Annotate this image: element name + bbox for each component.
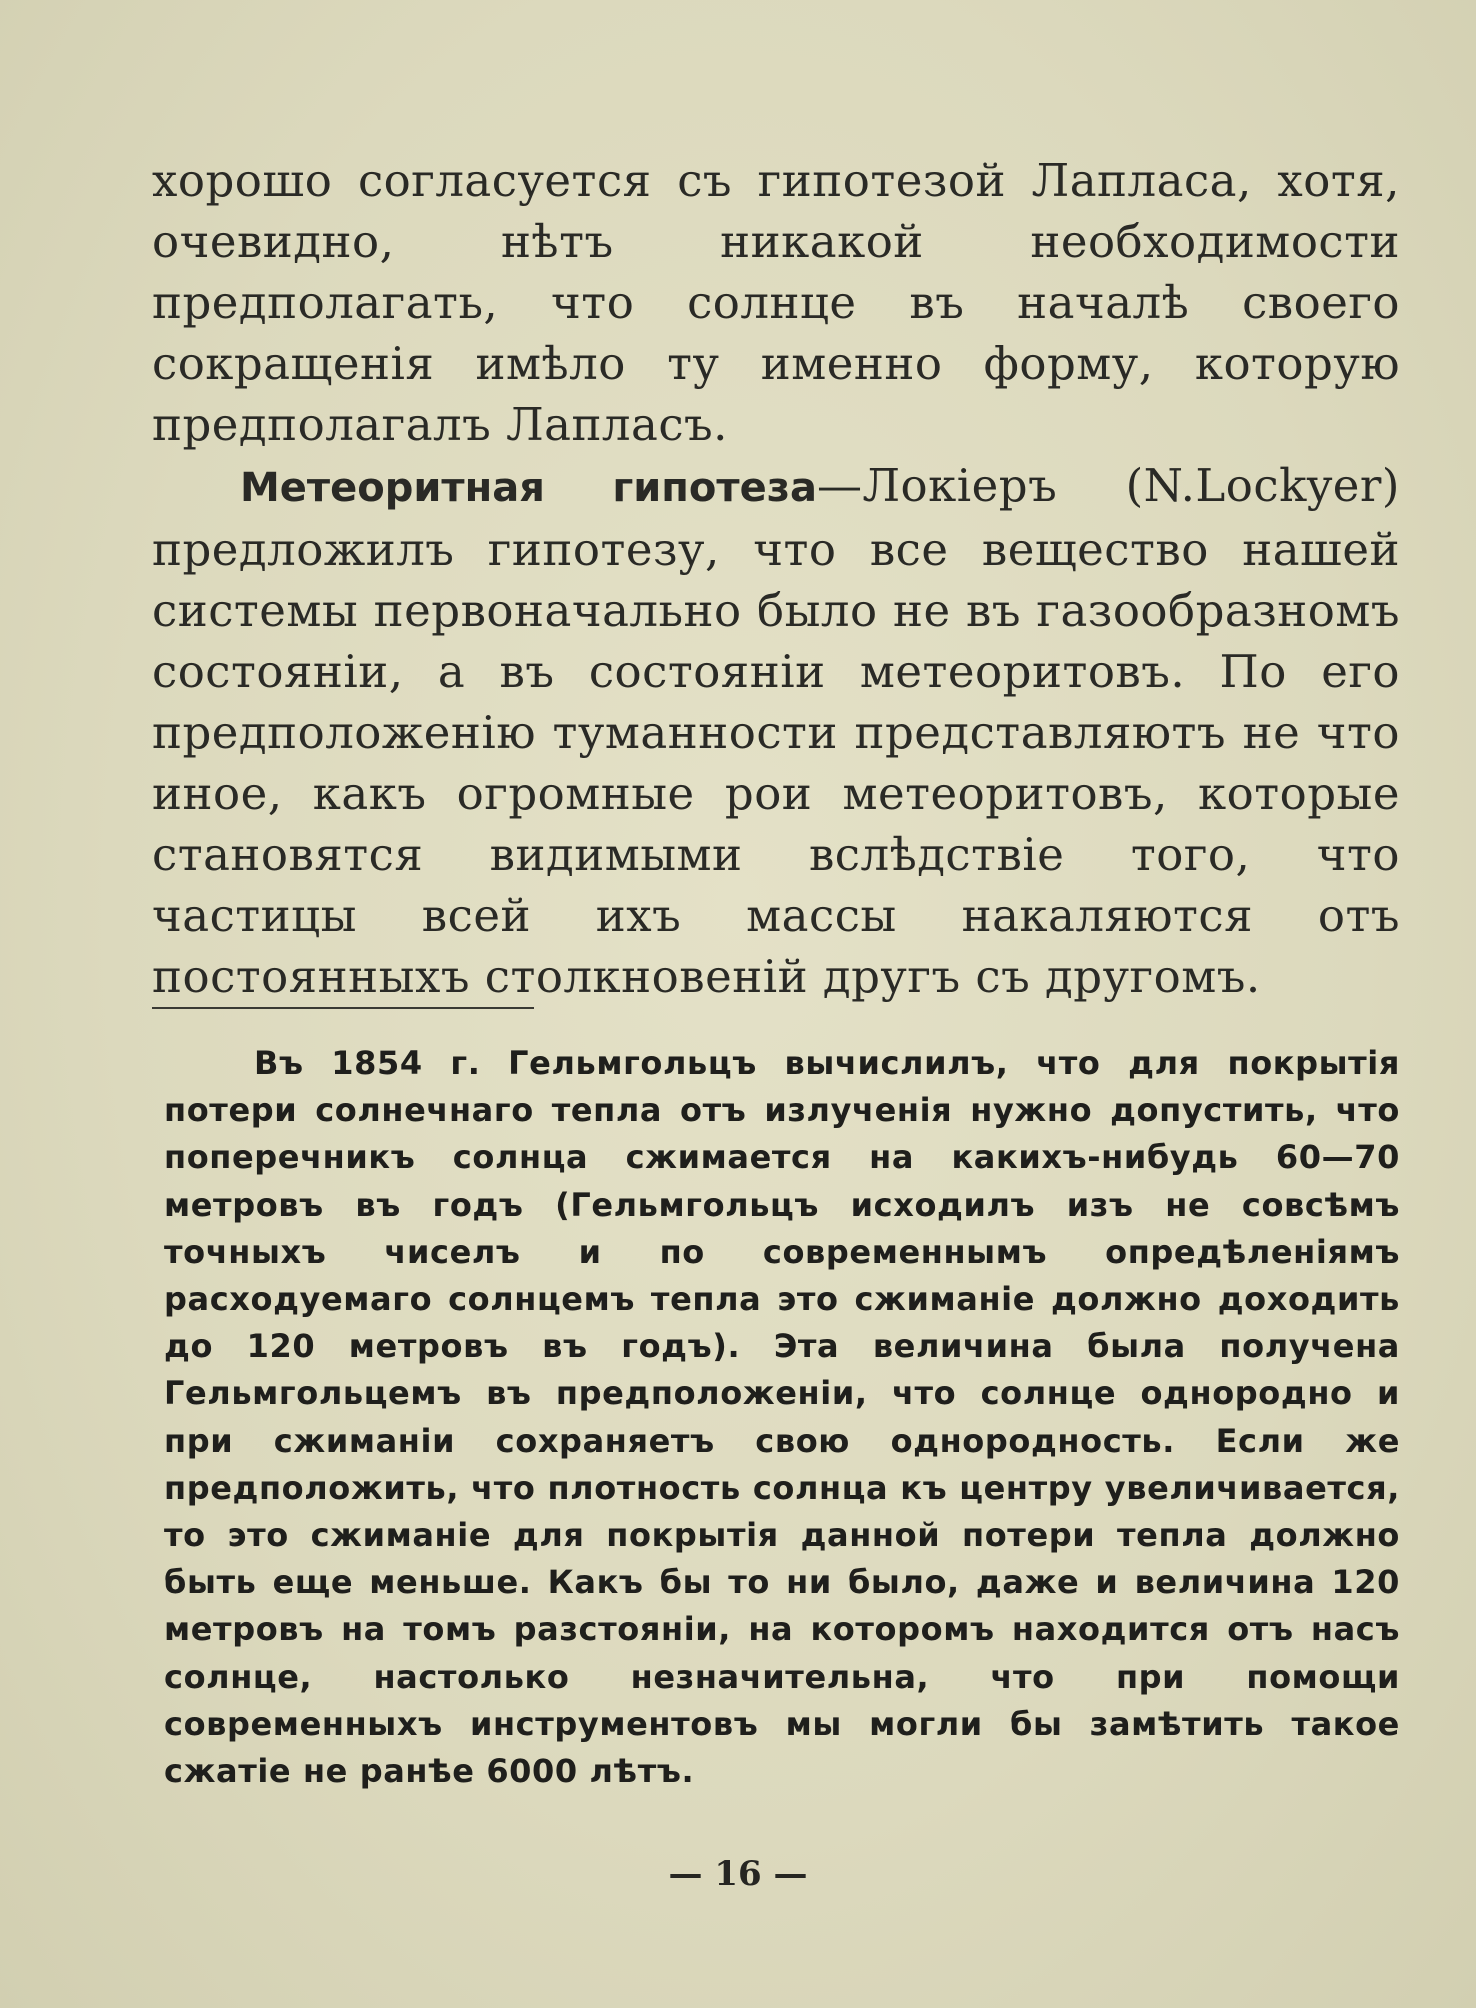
section-heading: Метеоритная гипотеза	[240, 465, 817, 511]
footnote-separator	[152, 1007, 534, 1009]
main-text	[152, 150, 1400, 1007]
page-number: — 16 —	[668, 1854, 808, 1894]
paragraph-body: —Локіеръ (N.Lockyer) предложилъ гипотезу, что все вещество нашей системы первоначально было не въ газообразномъ состояніи, а въ состояніи метеоритовъ. По его предположенію туманности представляютъ не что иное, какъ огромные рои метеоритовъ, которые становятся видимыми вслѣдствіе того, что частицы всей ихъ массы накаляются отъ постоянныхъ столкновеній другъ съ другомъ.	[152, 459, 1400, 1003]
paragraph-continuation: хорошо согласуется съ гипотезой Лапласа, хотя, очевидно, нѣтъ никакой необходимости предполагать, что солнце въ началѣ своего сокращенія имѣло ту именно форму, которую предполагалъ Лапласъ.	[152, 154, 1400, 451]
footnote: Въ 1854 г. Гельмгольцъ вычислилъ, что для покрытія потери солнечнаго тепла отъ излученія нужно допустить, что поперечникъ солнца сжимается на какихъ-нибудь 60—70 метровъ въ годъ (Гельмгольцъ исходилъ изъ не совсѣмъ точныхъ чиселъ и по современнымъ опредѣленіямъ расходуемаго солнцемъ тепла это сжиманіе должно доходить до 120 метровъ въ годъ). Эта величина была получена Гельмгольцемъ въ предположеніи, что солнце однородно и при сжиманіи сохраняетъ свою однородность. Если же предположить, что плотность солнца къ центру увеличивается, то это сжиманіе для покрытія данной потери тепла должно быть еще меньше. Какъ бы то ни было, даже и величина 120 метровъ на томъ разстояніи, на которомъ находится отъ насъ солнце, настолько незначительна, что при помощи современныхъ инструментовъ мы могли бы замѣтить такое сжатіе не ранѣе 6000 лѣтъ.	[164, 1044, 1400, 1791]
paragraph-meteoritic-hypothesis	[152, 455, 1400, 1007]
